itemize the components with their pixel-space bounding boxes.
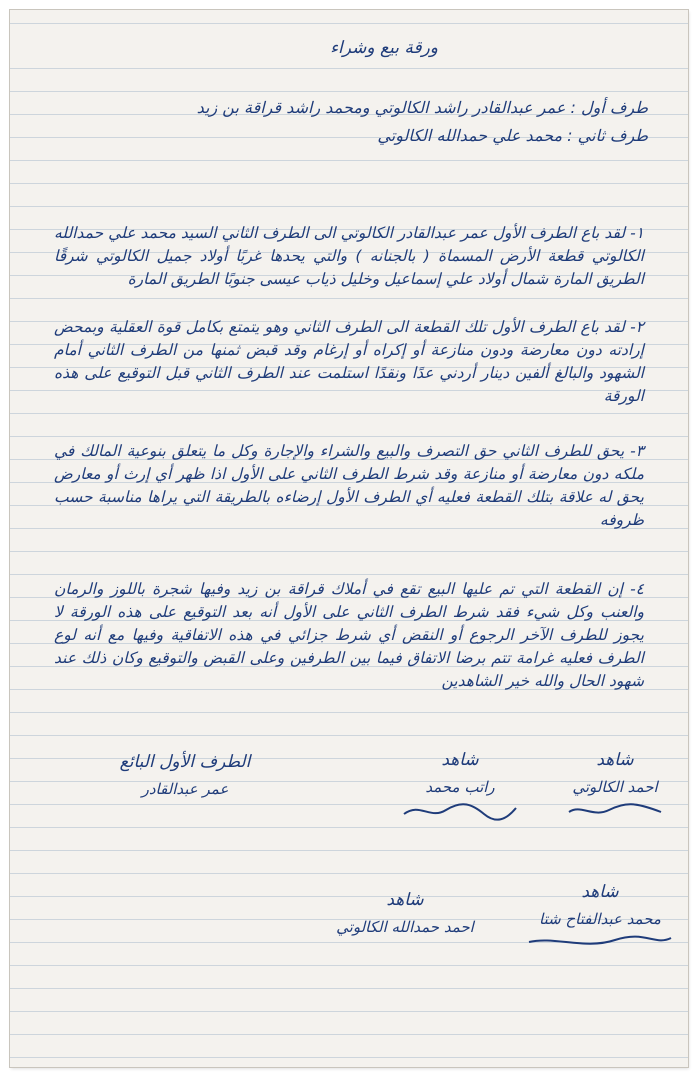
clause-4: ٤- إن القطعة التي تم عليها البيع تقع في أملاك قراقة بن زيد وفيها شجرة باللوز والرمان والعنب وكل شيء فقد شرط الطرف الثاني على الأول أنه بعد التوقيع على هذه الورقة لا يجوز للطرف الآخر الرجوع أو النقض أي شرط جزائي في هذه الاتفاقية وفيها مع أنه لوع الطرف فعليه غرامة تتم برضا الاتفاق فيما بين الطرفين وعلى القبض والتوقيع وكان ذلك عند شهود الحال والله خير الشاهدين xyxy=(54,580,644,690)
party-first: طرف أول : عمر عبدالقادر راشد الكالوتي ومحمد راشد قراقة بن زيد xyxy=(196,98,648,117)
document-page xyxy=(10,10,688,1067)
witness-1-label: شاهد xyxy=(441,750,479,770)
clause-3: ٣- يحق للطرف الثاني حق التصرف والبيع والشراء والإجارة وكل ما يتعلق بنوعية المالك في ملكه دون معارضة أو منازعة وقد شرط الطرف الثاني على الأول اذا ظهر أي إرث أو معارض يحق له علاقة بتلك القطعة فعليه أي الطرف الأول إرضاءه بالطريقة التي يراها مناسبة حسب ظروفه xyxy=(54,442,644,529)
witness-3-label: شاهد xyxy=(386,890,424,910)
seller-signature-block xyxy=(90,752,280,798)
witness-1-name: راتب محمد xyxy=(425,778,495,796)
witness-2-label: شاهد xyxy=(596,750,634,770)
witness-4-name: محمد عبدالفتاح شتا xyxy=(539,910,661,928)
witness-1-signature-scribble xyxy=(400,800,520,822)
witness-4-block xyxy=(510,882,690,954)
witness-4-signature-scribble xyxy=(525,932,675,954)
witness-1-block xyxy=(380,750,540,822)
seller-name: عمر عبدالقادر xyxy=(141,780,229,798)
seller-label: الطرف الأول البائع xyxy=(119,752,251,772)
witness-2-name: احمد الكالوتي xyxy=(572,778,658,796)
document-title: ورقة بيع وشراء xyxy=(330,38,438,58)
witness-4-label: شاهد xyxy=(581,882,619,902)
clause-1: ١- لقد باع الطرف الأول عمر عبدالقادر الكالوتي الى الطرف الثاني السيد محمد علي حمدالله الكالوتي قطعة الأرض المسماة ( بالجنانه ) والتي يحدها غربًا أولاد جميل الكالوتي شرقًا الطريق المارة شمال أولاد علي إسماعيل وخليل ذياب عيسى جنوبًا الطريق المارة xyxy=(54,224,644,288)
witness-2-signature-scribble xyxy=(565,800,665,820)
witness-3-block xyxy=(320,890,490,936)
witness-2-block xyxy=(540,750,690,820)
clause-2: ٢- لقد باع الطرف الأول تلك القطعة الى الطرف الثاني وهو يتمتع بكامل قوة العقلية وبمحض إرادته دون معارضة ودون منازعة أو إكراه أو إرغام وقد قبض ثمنها من الطرف الثاني أمام الشهود والبالغ ألفين دينار أردني عدًا ونقدًا استلمت عند الطرف الثاني قبل التوقيع على هذه الورقة xyxy=(54,318,644,405)
party-second: طرف ثاني : محمد علي حمدالله الكالوتي xyxy=(377,126,648,145)
witness-3-name: احمد حمدالله الكالوتي xyxy=(336,918,474,936)
